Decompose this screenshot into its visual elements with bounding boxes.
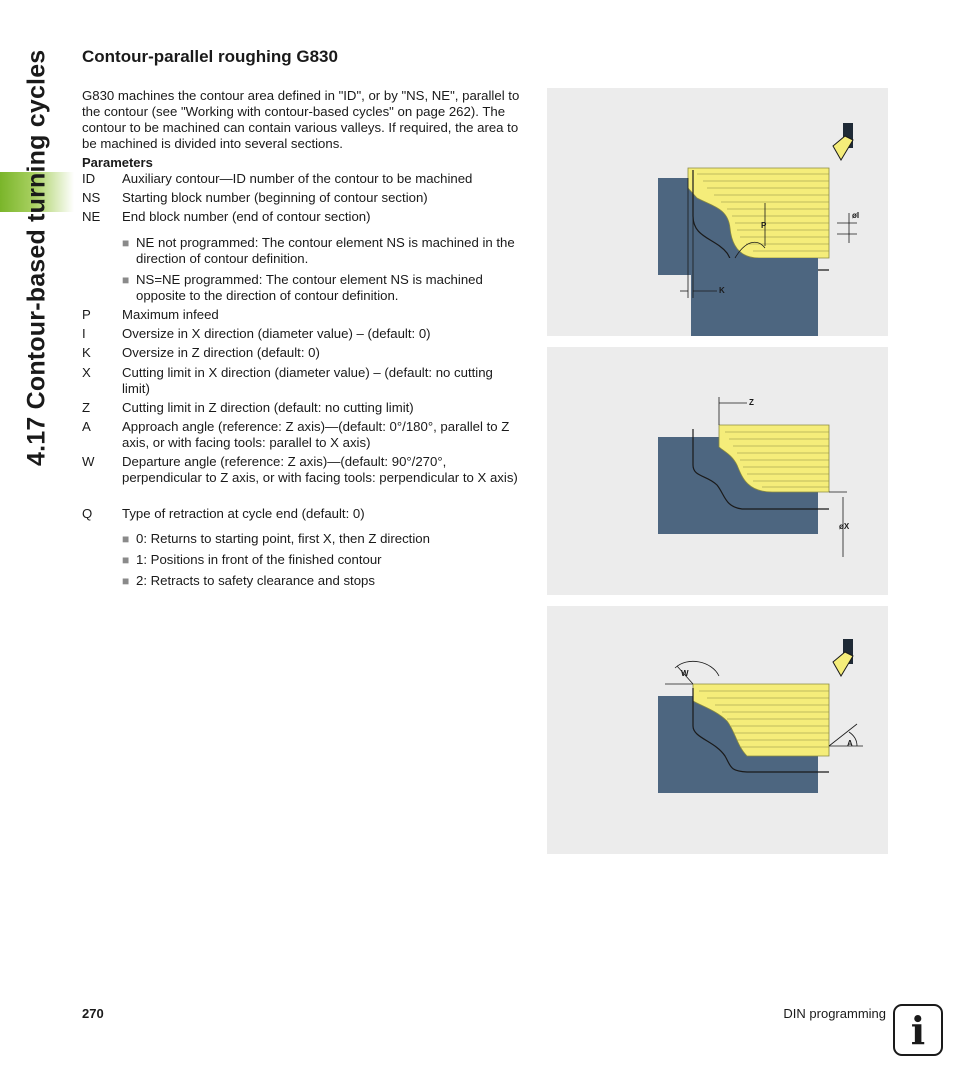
param-code: Z — [82, 400, 91, 415]
note-text: NS=NE programmed: The contour element NS is machined opposite to the direction of contour definition. — [136, 272, 483, 303]
label-x: øX — [839, 522, 850, 531]
label-a: A — [847, 739, 853, 748]
param-desc: Oversize in X direction (diameter value) – (default: 0) — [122, 326, 431, 341]
footer-section: DIN programming — [783, 1006, 886, 1021]
option-text: 0: Returns to starting point, first X, then Z direction — [136, 531, 430, 546]
option-text: 1: Positions in front of the finished contour — [136, 552, 382, 567]
note-text: NE not programmed: The contour element NS is machined in the direction of contour definition. — [136, 235, 515, 266]
param-desc: Auxiliary contour—ID number of the contour to be machined — [122, 171, 473, 186]
param-code: X — [82, 365, 91, 380]
info-icon: i — [893, 1004, 943, 1056]
figure-oversize-infeed — [547, 88, 888, 336]
param-desc: Maximum infeed — [122, 307, 219, 322]
square-bullet-icon: ■ — [122, 553, 130, 567]
param-desc: Approach angle (reference: Z axis)—(default: 0°/180°, parallel to Z axis, or with facing tools: parallel to X axis) — [122, 419, 510, 450]
square-bullet-icon: ■ — [122, 532, 130, 546]
parameters-heading: Parameters — [82, 155, 153, 170]
page-title: Contour-parallel roughing G830 — [82, 47, 338, 66]
label-z: Z — [749, 398, 754, 407]
label-k: K — [719, 286, 725, 295]
page-number: 270 — [82, 1006, 104, 1021]
param-code: ID — [82, 171, 96, 186]
figure-2-drawing — [547, 347, 888, 595]
param-code: A — [82, 419, 91, 434]
option-text: 2: Retracts to safety clearance and stops — [136, 573, 375, 588]
param-desc: Oversize in Z direction (default: 0) — [122, 345, 320, 360]
label-p: P — [761, 221, 767, 230]
param-code: Q — [82, 506, 93, 521]
param-code: I — [82, 326, 86, 341]
param-code: K — [82, 345, 91, 360]
label-i: øI — [852, 211, 860, 220]
param-desc: Cutting limit in X direction (diameter value) – (default: no cutting limit) — [122, 365, 493, 396]
param-desc: Departure angle (reference: Z axis)—(default: 90°/270°, perpendicular to Z axis, or with facing tools: perpendicular to X axis) — [122, 454, 518, 485]
square-bullet-icon: ■ — [122, 574, 130, 588]
param-code: NS — [82, 190, 101, 205]
param-code: NE — [82, 209, 101, 224]
figure-approach-departure — [547, 606, 888, 854]
square-bullet-icon: ■ — [122, 236, 130, 250]
param-desc: Cutting limit in Z direction (default: no cutting limit) — [122, 400, 414, 415]
figure-cutting-limits — [547, 347, 888, 595]
param-desc: Starting block number (beginning of contour section) — [122, 190, 428, 205]
param-code: P — [82, 307, 91, 322]
param-code: W — [82, 454, 95, 469]
param-desc: End block number (end of contour section) — [122, 209, 371, 224]
figure-1-drawing — [547, 88, 888, 336]
chapter-title: 4.17 Contour-based turning cycles — [22, 50, 51, 467]
figure-3-drawing — [547, 606, 888, 854]
label-w: W — [681, 669, 689, 678]
square-bullet-icon: ■ — [122, 273, 130, 287]
intro-paragraph: G830 machines the contour area defined in "ID", or by "NS, NE", parallel to the contour (see "Working with contour-based cycles" on page 262). The contour to be machined can contain various valleys. If required, the area to be machined is divided into several sections. — [82, 88, 520, 151]
param-desc: Type of retraction at cycle end (default: 0) — [122, 506, 365, 521]
